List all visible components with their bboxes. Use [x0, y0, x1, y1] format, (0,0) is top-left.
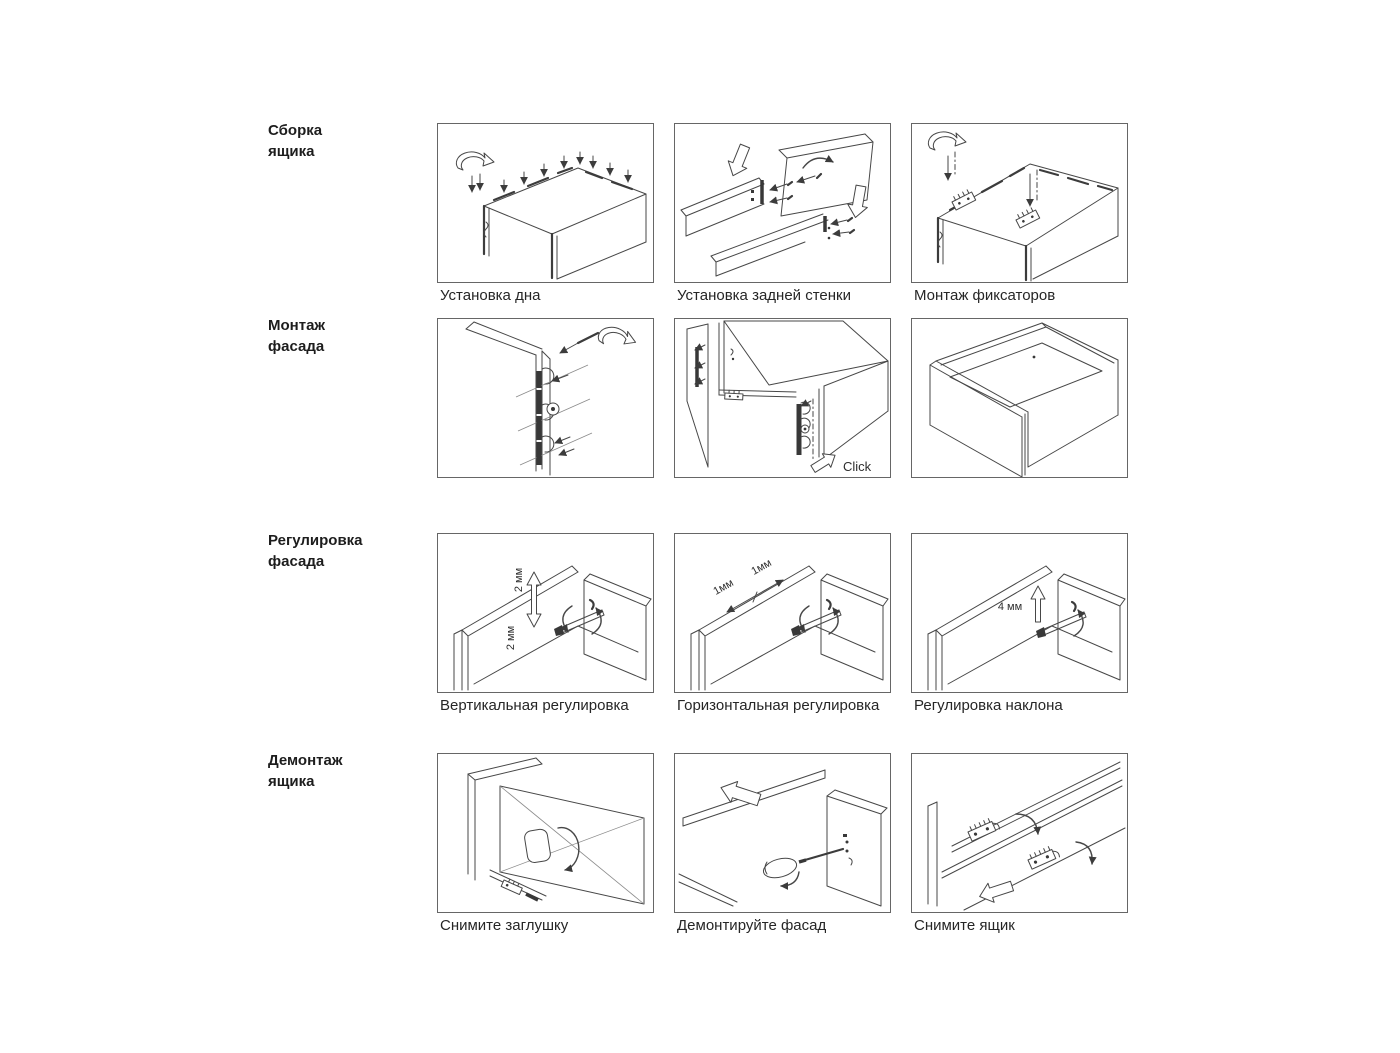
- vertical-adjustment-drawing: [438, 534, 653, 692]
- pull-arrow-icon: [977, 876, 1016, 906]
- pull-arrow-icon: [718, 777, 763, 810]
- section-label-line: ящика: [268, 773, 315, 790]
- panel-caption: Снимите ящик: [914, 917, 1015, 934]
- section-label-facade-adjust: [268, 530, 363, 572]
- fixator-latch-icon: [950, 188, 976, 210]
- rotate-arrow-icon: [597, 325, 638, 351]
- panel-install-fixators: [911, 123, 1128, 283]
- section-label-assembly: [268, 120, 322, 162]
- click-annotation: Click: [843, 459, 872, 474]
- section-label-disassembly: [268, 750, 342, 792]
- section-label-line: ящика: [268, 143, 315, 160]
- measure-annotation: 2 мм: [505, 625, 517, 651]
- tilt-adjustment-drawing: [912, 534, 1127, 692]
- rotate-arrow-icon: [456, 152, 494, 170]
- section-label-line: Регулировка: [268, 532, 363, 549]
- panel-install-back-wall: [674, 123, 891, 283]
- remove-drawer-drawing: [912, 754, 1127, 912]
- panel-caption: Регулировка наклона: [914, 697, 1063, 714]
- rotate-arrow-icon: [928, 132, 966, 150]
- panel-caption: Горизонтальная регулировка: [677, 697, 880, 714]
- panel-caption: Установка дна: [440, 287, 541, 304]
- panel-facade-bracket: [437, 318, 654, 478]
- panel-vertical-adjustment: [437, 533, 654, 693]
- assembled-drawer-drawing: [912, 319, 1127, 477]
- section-label-line: Демонтаж: [268, 752, 343, 769]
- facade-bracket-screws-drawing: [438, 319, 653, 477]
- install-bottom-drawing: [438, 124, 653, 282]
- panel-assembled-drawer: [911, 318, 1128, 478]
- measure-annotation: 1мм: [749, 556, 774, 578]
- panel-remove-plug: [437, 753, 654, 913]
- section-label-line: Монтаж: [268, 317, 326, 334]
- insert-arrow-icon: [846, 184, 871, 219]
- panel-caption: Вертикальная регулировка: [440, 697, 629, 714]
- panel-caption: Установка задней стенки: [677, 287, 851, 304]
- vertical-double-arrow-icon: [527, 572, 541, 627]
- panel-horizontal-adjustment: [674, 533, 891, 693]
- panel-remove-facade: [674, 753, 891, 913]
- panel-remove-drawer: [911, 753, 1128, 913]
- section-label-line: фасада: [268, 338, 325, 355]
- measure-annotation: 1мм: [711, 576, 736, 598]
- measure-annotation: 2 мм: [513, 567, 525, 593]
- latch-icon: [966, 816, 1000, 841]
- rotate-arrow-icon: [803, 158, 833, 168]
- panel-caption: Снимите заглушку: [440, 917, 569, 934]
- horizontal-adjustment-drawing: [675, 534, 890, 692]
- section-label-line: Сборка: [268, 122, 323, 139]
- screwdriver-handle-icon: [761, 855, 799, 881]
- install-back-wall-drawing: [675, 124, 890, 282]
- section-label-facade-mount: [268, 315, 325, 357]
- panel-tilt-adjustment: [911, 533, 1128, 693]
- latch-icon: [725, 390, 743, 400]
- remove-facade-drawing: [675, 754, 890, 912]
- latch-icon: [1026, 844, 1060, 869]
- section-label-line: фасада: [268, 553, 325, 570]
- panel-caption: Монтаж фиксаторов: [914, 287, 1056, 304]
- insert-arrow-icon: [724, 142, 755, 179]
- plug-icon: [524, 828, 552, 863]
- fixator-latch-icon: [1014, 206, 1040, 228]
- facade-attach-click-drawing: [675, 319, 890, 477]
- install-fixators-drawing: [912, 124, 1127, 282]
- panel-caption: Демонтируйте фасад: [677, 917, 827, 934]
- panel-install-bottom: [437, 123, 654, 283]
- remove-plug-drawing: [438, 754, 653, 912]
- rotate-arrow-icon: [1076, 842, 1092, 864]
- up-arrow-icon: [1031, 586, 1045, 622]
- panel-facade-attach-click: [674, 318, 891, 478]
- measure-annotation: 4 мм: [997, 601, 1023, 613]
